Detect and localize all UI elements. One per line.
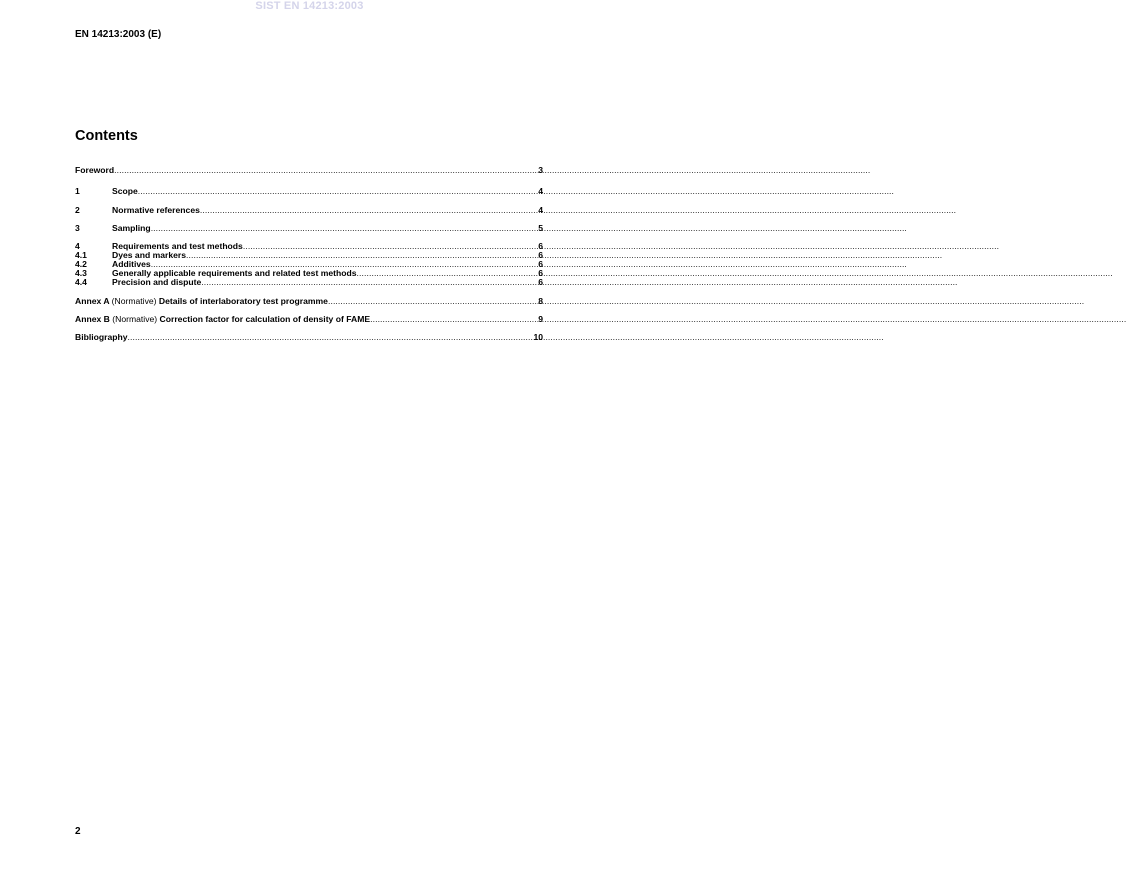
annex-title: Details of interlaboratory test programme (158, 296, 328, 306)
toc-leader (328, 297, 538, 306)
toc-entry-number: 3 (75, 223, 80, 233)
toc-entry-foreword[interactable] (75, 166, 543, 175)
toc-entry-title: Bibliography (75, 332, 128, 342)
toc-entry-title: Scope (112, 186, 138, 196)
toc-leader (128, 333, 534, 342)
toc-entry-page: 3 (538, 165, 543, 175)
toc-leader (370, 315, 538, 324)
toc-entry-title: Dyes and markers (112, 250, 187, 260)
toc-entry-annex-a[interactable] (75, 297, 543, 306)
annex-label: Annex A (75, 296, 110, 306)
toc-entry-page: 6 (538, 241, 543, 251)
toc-entry-number: 4.4 (75, 277, 87, 287)
toc-leader (114, 166, 538, 175)
page-number: 2 (75, 826, 81, 837)
toc-entry-sampling[interactable] (75, 224, 543, 233)
toc-entry-title: Additives (112, 259, 151, 269)
document-id: EN 14213:2003 (E) (75, 29, 162, 40)
annex-type: (Normative) (111, 296, 157, 306)
toc-leader (138, 187, 538, 196)
toc-entry-scope[interactable] (75, 187, 543, 196)
toc-entry-title: Generally applicable requirements and related test methods (112, 268, 357, 278)
toc-entry-number: 4.1 (75, 250, 87, 260)
contents-title: Contents (75, 128, 138, 144)
toc-entry-number: 1 (75, 186, 80, 196)
toc-entry-annex-b[interactable] (75, 315, 543, 324)
toc-entry-number: 4.3 (75, 268, 87, 278)
toc-entry-page: 9 (538, 314, 543, 324)
toc-entry-page: 5 (538, 223, 543, 233)
annex-title: Correction factor for calculation of density of FAME (159, 314, 371, 324)
toc-leader (200, 206, 538, 215)
toc-entry-page: 4 (538, 186, 543, 196)
toc-entry-page: 10 (533, 332, 543, 342)
toc-entry-bibliography[interactable] (75, 333, 543, 342)
toc-entry-title (75, 297, 328, 306)
toc-entry-title: Precision and dispute (112, 277, 202, 287)
annex-label: Annex B (75, 314, 110, 324)
toc-entry-title: Normative references (112, 205, 200, 215)
toc-entry-title (75, 315, 370, 324)
toc-entry-title: Requirements and test methods (112, 241, 243, 251)
toc-entry-page: 6 (538, 268, 543, 278)
toc-leader (151, 224, 539, 233)
toc-entry-page: 6 (538, 259, 543, 269)
toc-entry-number: 2 (75, 205, 80, 215)
toc-entry-title: Sampling (112, 223, 151, 233)
toc-entry-number: 4 (75, 241, 80, 251)
annex-type: (Normative) (112, 314, 158, 324)
toc-entry-page: 4 (538, 205, 543, 215)
toc-entry-normative-references[interactable] (75, 206, 543, 215)
toc-entry-page: 6 (538, 250, 543, 260)
toc-entry-title: Foreword (75, 165, 115, 175)
toc-entry-number: 4.2 (75, 259, 87, 269)
watermark: SIST EN 14213:2003 (255, 0, 364, 12)
toc-entry-page: 8 (538, 296, 543, 306)
toc-leader (201, 278, 538, 287)
toc-entry-page: 6 (538, 277, 543, 287)
toc-entry-precision-and-dispute[interactable] (75, 278, 543, 287)
